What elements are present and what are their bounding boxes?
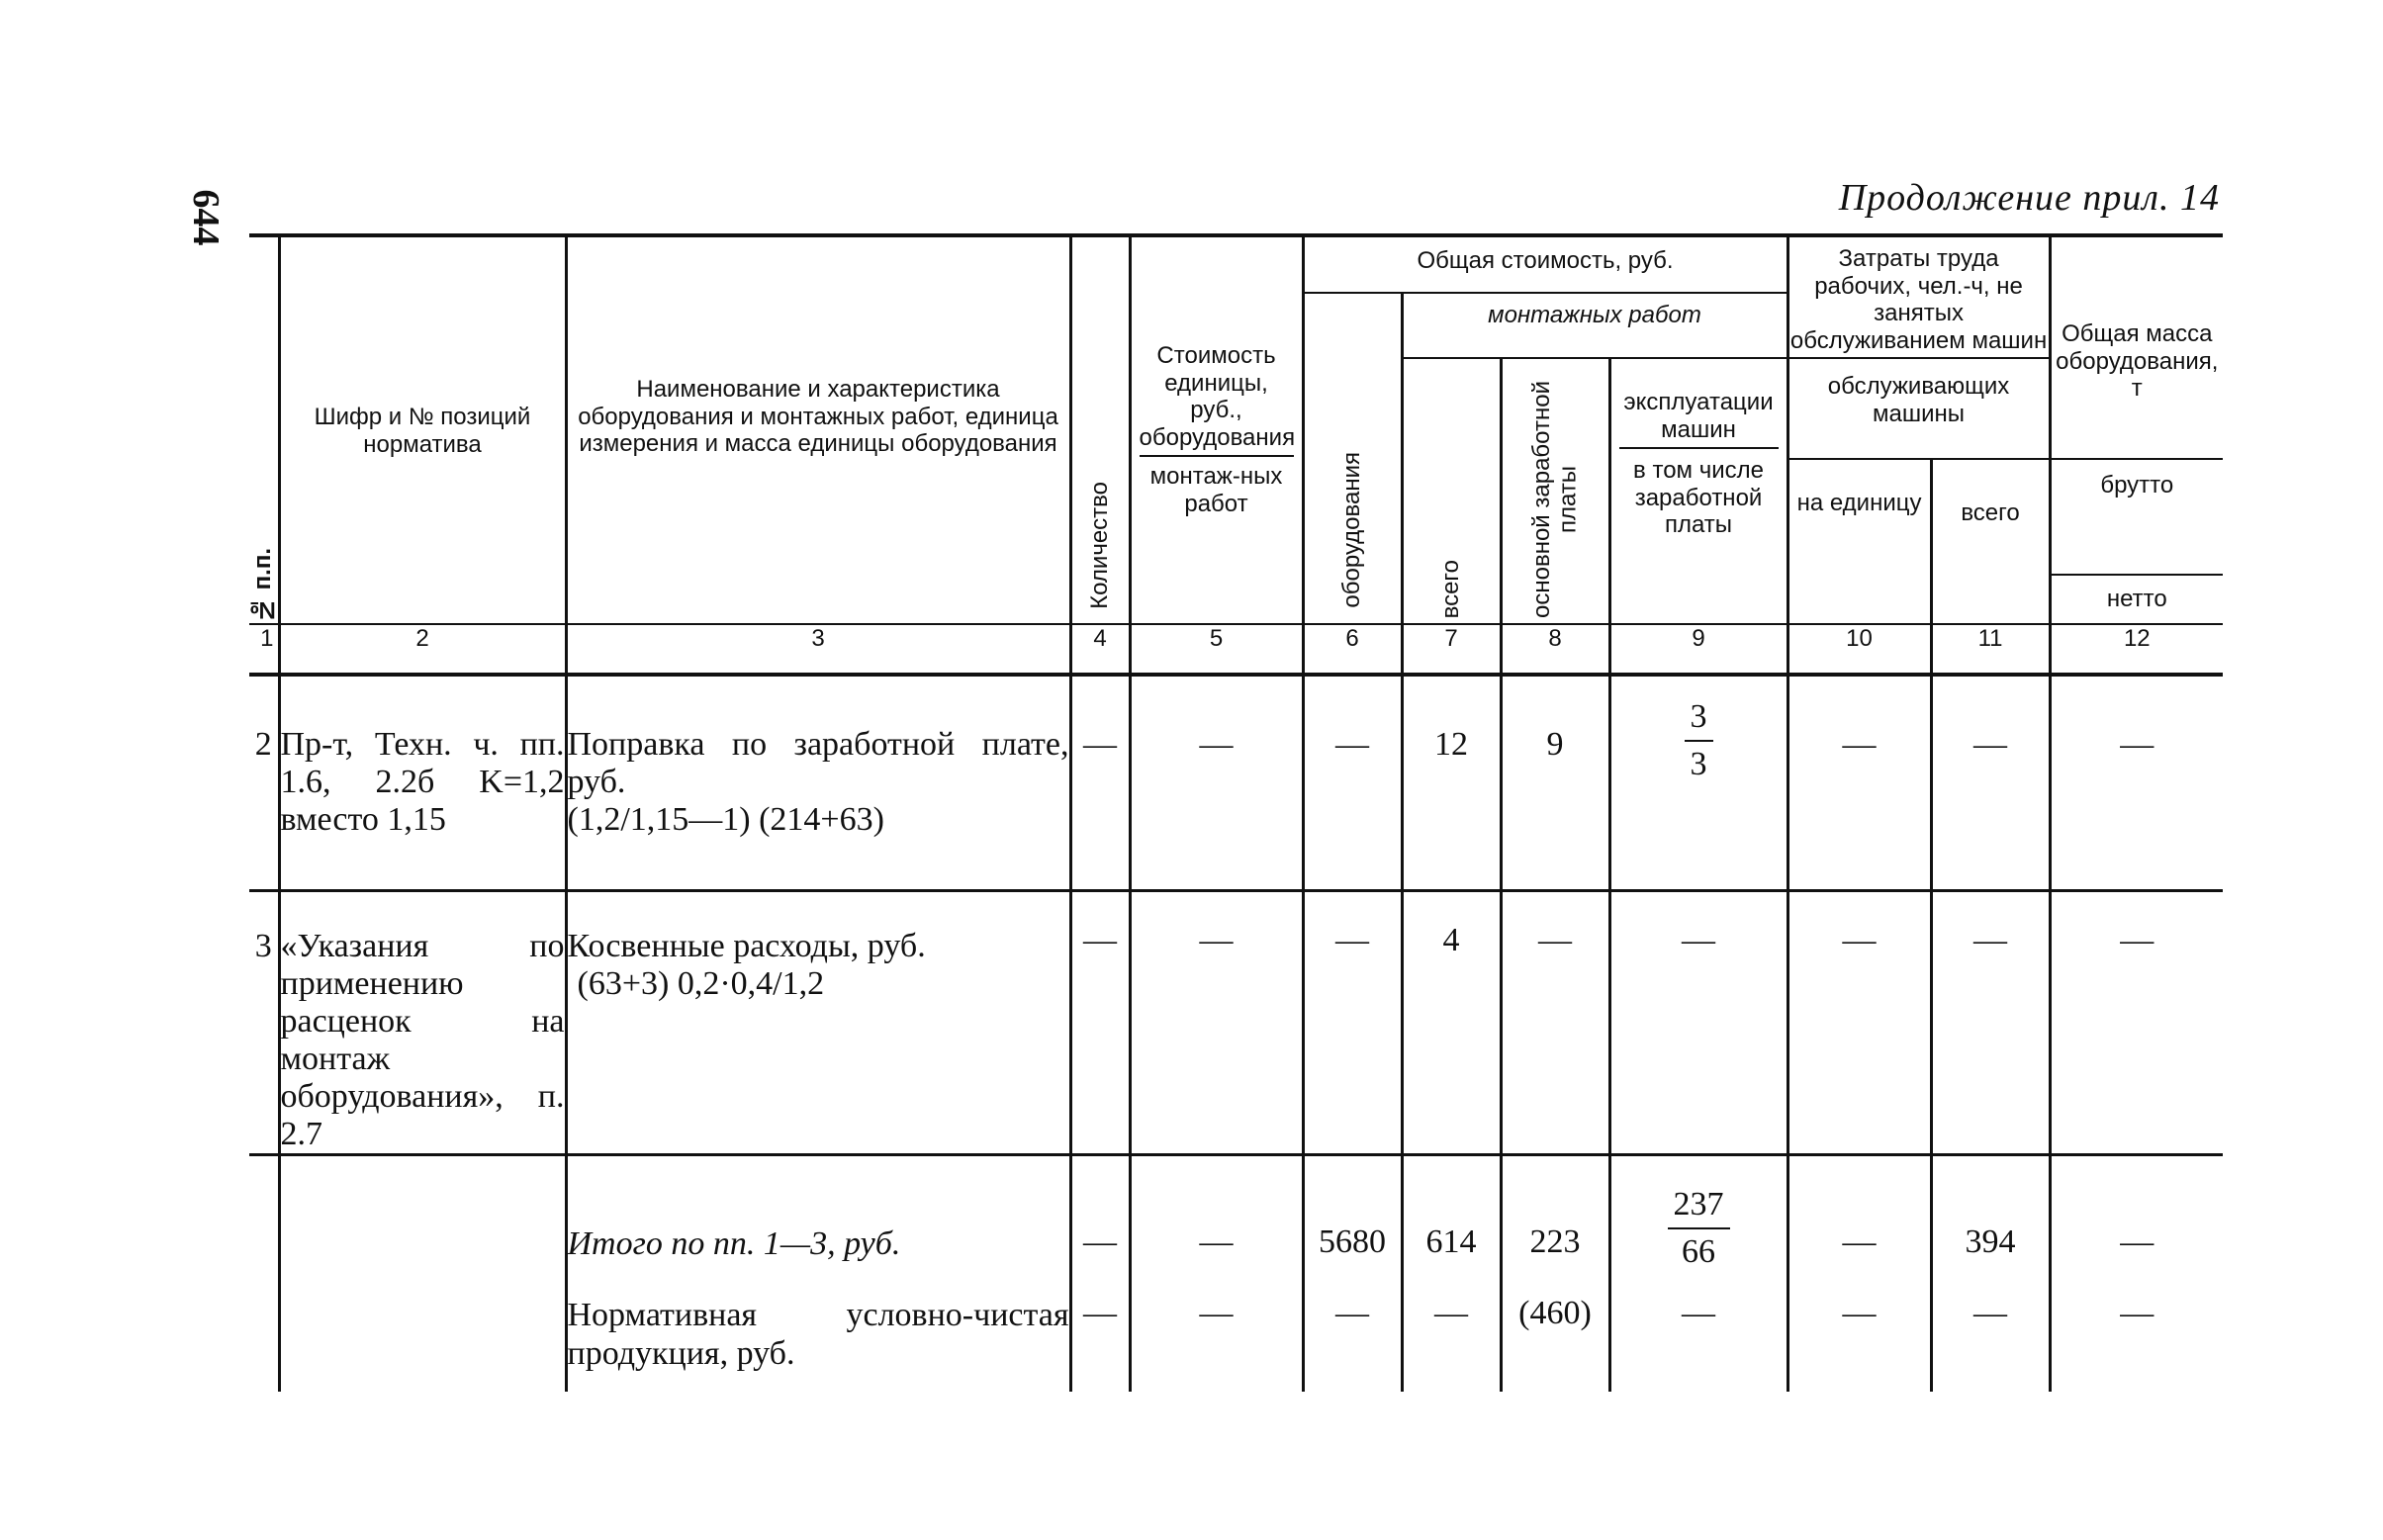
cell-salary: — xyxy=(1501,890,1609,1154)
empty-cell xyxy=(249,1283,279,1392)
table-row xyxy=(249,675,2223,890)
cell-labor-total: — xyxy=(1931,675,2050,890)
fraction-numerator: 237 xyxy=(1668,1186,1730,1229)
row-name xyxy=(566,675,1070,890)
empty-cell xyxy=(279,1283,566,1392)
col-number: 4 xyxy=(1070,624,1130,675)
row-code-text: «Указания по применению расценок на монтаж оборудования», п. 2.7 xyxy=(280,927,565,1152)
row-code-text: Пр-т, Техн. ч. пп. 1.6, 2.2б K=1,2 вместо 1,15 xyxy=(280,726,565,839)
fraction-numerator: 3 xyxy=(1685,698,1713,742)
estimate-table xyxy=(249,233,2223,1392)
col-number: 8 xyxy=(1501,624,1609,675)
column-numbers-row xyxy=(249,624,2223,675)
cell-labor-total: 394 xyxy=(1931,1154,2050,1283)
col-number: 12 xyxy=(2050,624,2223,675)
header-mount-total: всего xyxy=(1402,358,1501,624)
empty-cell xyxy=(249,1154,279,1283)
col-number: 11 xyxy=(1931,624,2050,675)
cell-labor-unit: — xyxy=(1787,1283,1931,1392)
cell-machines: — xyxy=(1609,890,1787,1154)
row-name-text: Поправка по заработной плате, руб. xyxy=(567,726,1069,801)
col-number: 7 xyxy=(1402,624,1501,675)
col-number: 2 xyxy=(279,624,566,675)
header-code: Шифр и № позиций норматива xyxy=(279,235,566,624)
cell-mass: — xyxy=(2050,890,2223,1154)
col-number: 5 xyxy=(1130,624,1303,675)
header-quantity: Количество xyxy=(1070,235,1130,624)
cell-unit-cost: — xyxy=(1130,675,1303,890)
empty-cell xyxy=(279,1154,566,1283)
header-number: № п.п. xyxy=(249,235,279,624)
header-mounting: монтажных работ xyxy=(1402,293,1787,358)
cell-labor-unit: — xyxy=(1787,890,1931,1154)
fraction-denominator: 3 xyxy=(1690,746,1707,783)
totals-label: Итого по пп. 1—3, руб. xyxy=(566,1154,1070,1283)
cell-mount-total: — xyxy=(1402,1283,1501,1392)
cell-unit-cost: — xyxy=(1130,1154,1303,1283)
cell-unit-cost: — xyxy=(1130,1283,1303,1392)
col-number: 1 xyxy=(249,624,279,675)
row-code xyxy=(279,675,566,890)
cell-mount-total: 4 xyxy=(1402,890,1501,1154)
row-name-formula: (1,2/1,15—1) (214+63) xyxy=(567,801,884,839)
normative-row xyxy=(249,1283,2223,1392)
cell-machines xyxy=(1609,675,1787,890)
header-labor-total: всего xyxy=(1931,459,2050,624)
header-labor-sub: обслуживающих машины xyxy=(1787,358,2050,460)
row-name-text: Косвенные расходы, руб. xyxy=(567,927,926,964)
header-gross: брутто xyxy=(2050,459,2223,575)
row-number: 2 xyxy=(249,675,279,890)
cell-equipment: — xyxy=(1303,675,1402,890)
header-per-unit: на единицу xyxy=(1787,459,1931,624)
cell-quantity: — xyxy=(1070,675,1130,890)
cell-mount-total: 614 xyxy=(1402,1154,1501,1283)
cell-labor-unit: — xyxy=(1787,675,1931,890)
cell-machines xyxy=(1609,1154,1787,1283)
table-row xyxy=(249,890,2223,1154)
header-mass: Общая масса оборудования, т xyxy=(2050,235,2223,459)
col-number: 3 xyxy=(566,624,1070,675)
normative-label: Нормативная условно-чистая продукция, руб. xyxy=(566,1283,1070,1392)
cell-quantity: — xyxy=(1070,1154,1130,1283)
header-net: нетто xyxy=(2050,575,2223,624)
row-name-formula: (63+3) 0,2·0,4/1,2 xyxy=(577,964,825,1002)
cell-mass: — xyxy=(2050,1154,2223,1283)
cell-mass: — xyxy=(2050,675,2223,890)
col-number: 10 xyxy=(1787,624,1931,675)
row-name xyxy=(566,890,1070,1154)
table-caption: Продолжение прил. 14 xyxy=(1838,177,2220,219)
row-number: 3 xyxy=(249,890,279,1154)
totals-row xyxy=(249,1154,2223,1283)
cell-unit-cost: — xyxy=(1130,890,1303,1154)
cell-mass: — xyxy=(2050,1283,2223,1392)
cell-labor-total: — xyxy=(1931,1283,2050,1392)
cell-equipment: — xyxy=(1303,1283,1402,1392)
header-salary: основной заработной платы xyxy=(1501,358,1609,624)
fraction-denominator: 66 xyxy=(1682,1233,1716,1271)
col-number: 6 xyxy=(1303,624,1402,675)
cell-salary: 9 xyxy=(1501,675,1609,890)
cell-equipment: — xyxy=(1303,890,1402,1154)
row-code xyxy=(279,890,566,1154)
cell-labor-unit: — xyxy=(1787,1154,1931,1283)
header-unit-cost: Стоимость единицы, руб., оборудования монтаж-ных работ xyxy=(1130,235,1303,624)
page-number: 644 xyxy=(185,189,227,246)
cell-mount-total: 12 xyxy=(1402,675,1501,890)
cell-salary: (460) xyxy=(1501,1283,1609,1392)
cell-quantity: — xyxy=(1070,890,1130,1154)
header-machines: эксплуатации машин в том числе заработной платы xyxy=(1609,358,1787,624)
cell-equipment: 5680 xyxy=(1303,1154,1402,1283)
header-labor: Затраты труда рабочих, чел.-ч, не занятых обслуживанием машин xyxy=(1787,235,2050,358)
cell-quantity: — xyxy=(1070,1283,1130,1392)
col-number: 9 xyxy=(1609,624,1787,675)
header-name: Наименование и характеристика оборудования и монтажных работ, единица измерения и масса единицы оборудования xyxy=(566,235,1070,624)
cell-salary: 223 xyxy=(1501,1154,1609,1283)
cell-labor-total: — xyxy=(1931,890,2050,1154)
cell-machines: — xyxy=(1609,1283,1787,1392)
header-total-cost: Общая стоимость, руб. xyxy=(1303,235,1787,293)
header-equipment: оборудования xyxy=(1303,293,1402,624)
